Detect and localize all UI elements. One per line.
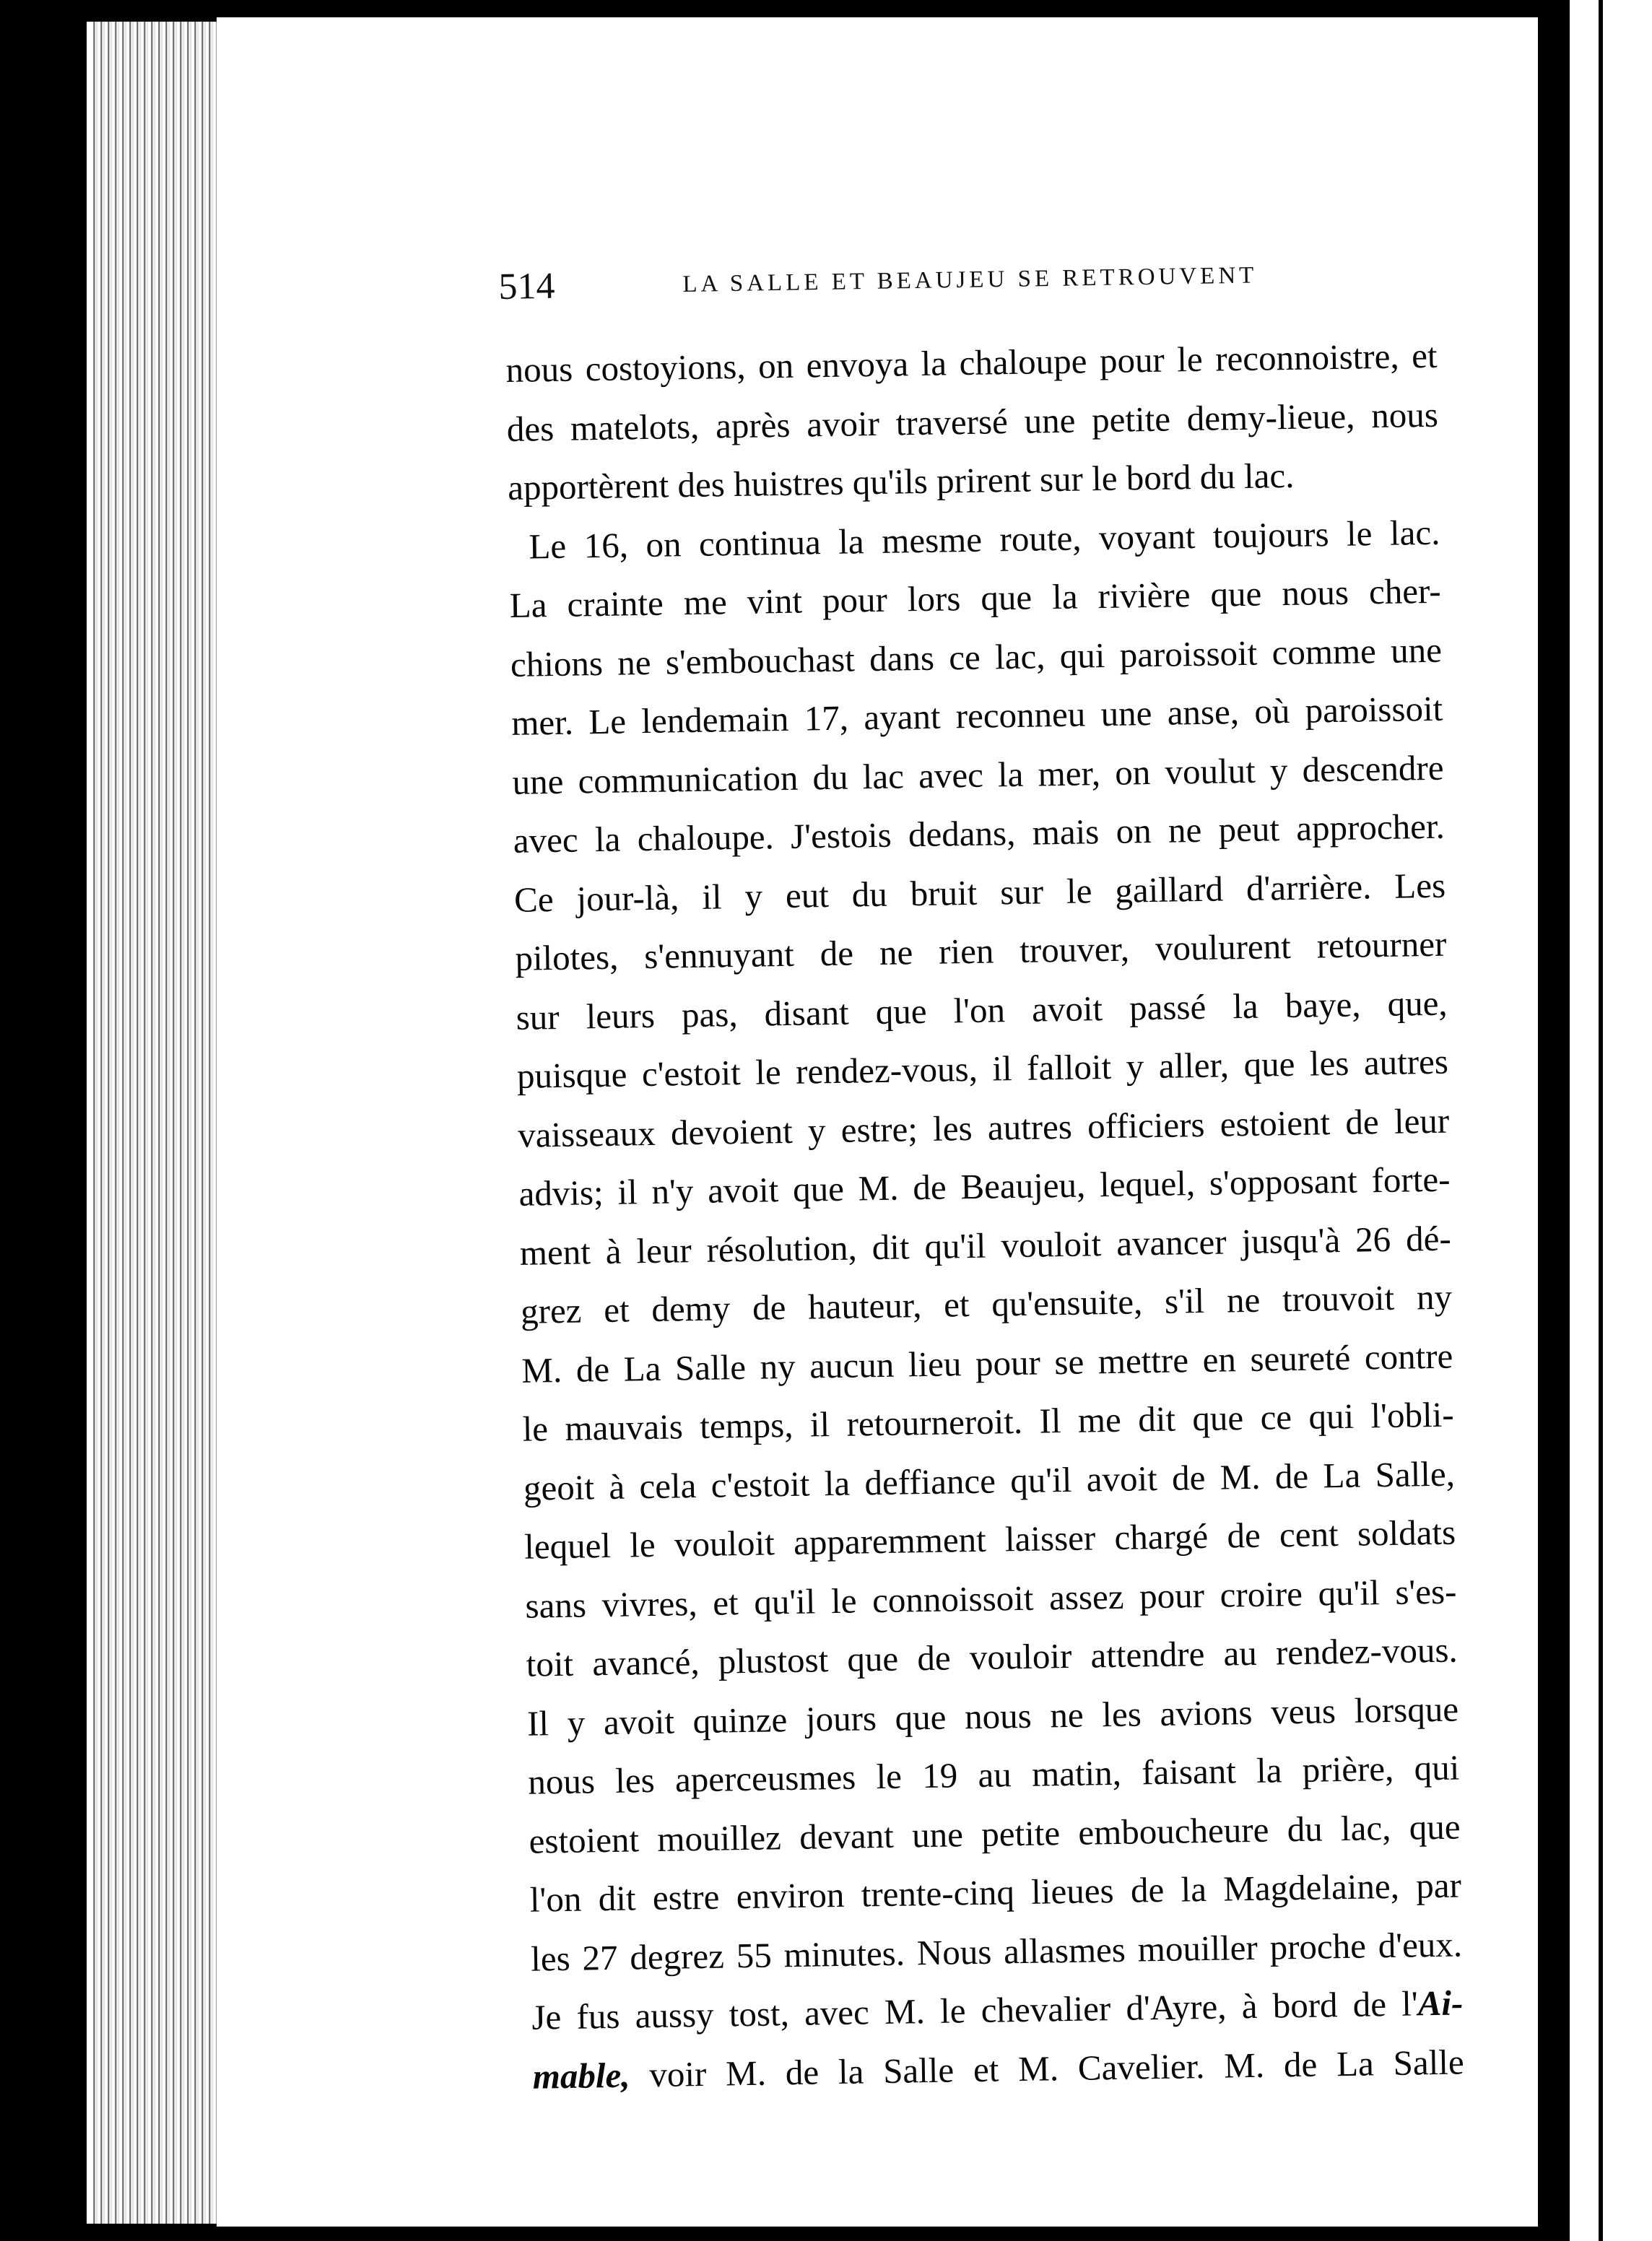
line-text: l'on dit estre environ trente-cinq lieues de la Magdelaine, par (529, 1865, 1462, 1920)
line-text: M. de La Salle ny aucun lieu pour se mettre en seureté contre (521, 1336, 1453, 1391)
line-text: Le 16, on continua la mesme route, voyant toujours le lac. (529, 512, 1440, 567)
line-text: sans vivres, et qu'il le connoissoit assez pour croire qu'il s'es- (525, 1571, 1457, 1626)
line-text: advis; il n'y avoit que M. de Beaujeu, lequel, s'opposant forte- (518, 1159, 1451, 1214)
line-text: Je fus aussy tost, avec M. le chevalier d'Ayre, à bord de l' (531, 1983, 1419, 2037)
book-page-edges (87, 22, 228, 2224)
line-text: les 27 degrez 55 minutes. Nous allasmes mouiller proche d'eux. (530, 1923, 1463, 1979)
line-text: pilotes, s'ennuyant de ne rien trouver, voulurent retourner (515, 923, 1447, 978)
line-text: apportèrent des huistres qu'ils prirent sur le bord du lac. (507, 455, 1295, 508)
line-text: geoit à cela c'estoit la deffiance qu'il avoit de M. de La Salle, (523, 1453, 1456, 1508)
line-text: chions ne s'embouchast dans ce lac, qui paroissoit comme une (510, 630, 1443, 684)
line-text: ment à leur résolution, dit qu'il vouloit avancer jusqu'à 26 dé- (519, 1218, 1452, 1273)
line-text: nous les aperceusmes le 19 au matin, faisant la prière, qui (527, 1747, 1460, 1802)
line-text: toit avancé, plustost que de vouloir attendre au rendez-vous. (526, 1629, 1458, 1684)
body-text (505, 326, 1464, 2106)
line-text: le mauvais temps, il retourneroit. Il me dit que ce qui l'obli- (522, 1394, 1454, 1449)
line-text: des matelots, après avoir traversé une petite demy-lieue, nous (506, 394, 1439, 449)
line-text: grez et demy de hauteur, et qu'ensuite, s'il ne trouvoit ny (520, 1276, 1453, 1331)
running-head: LA SALLE ET BEAUJEU SE RETROUVENT (682, 262, 1258, 297)
italic-text: Ai- (1417, 1983, 1464, 2024)
italic-text: mable, (532, 2055, 630, 2097)
line-text: sur leurs pas, disant que l'on avoit passé la baye, que, (516, 983, 1448, 1037)
line-text: nous costoyions, on envoya la chaloupe pour le reconnoistre, et (505, 335, 1438, 390)
gutter-shadow (1538, 0, 1567, 2241)
facing-page-edge (1567, 0, 1652, 2241)
line-text: estoient mouillez devant une petite emboucheure du lac, que (529, 1806, 1461, 1861)
line-text: La crainte me vint pour lors que la rivière que nous cher- (509, 570, 1442, 625)
page-number: 514 (498, 265, 555, 308)
line-text: Il y avoit quinze jours que nous ne les avions veus lorsque (526, 1689, 1459, 1744)
line-text: avec la chaloupe. J'estois dedans, mais on ne peut approcher. (513, 806, 1446, 861)
line-text: mer. Le lendemain 17, ayant reconneu une anse, où paroissoit (510, 688, 1443, 743)
line-text: voir M. de la Salle et M. Cavelier. M. de La Salle (630, 2041, 1465, 2095)
line-text: lequel le vouloit apparemment laisser chargé de cent soldats (523, 1512, 1456, 1567)
line-text: puisque c'estoit le rendez-vous, il falloit y aller, que les autres (516, 1041, 1449, 1096)
line-text: Ce jour-là, il y eut du bruit sur le gaillard d'arrière. Les (513, 865, 1446, 920)
line-text: une communication du lac avec la mer, on voulut y descendre (512, 747, 1444, 802)
line-text: vaisseaux devoient y estre; les autres officiers estoient de leur (517, 1100, 1450, 1155)
